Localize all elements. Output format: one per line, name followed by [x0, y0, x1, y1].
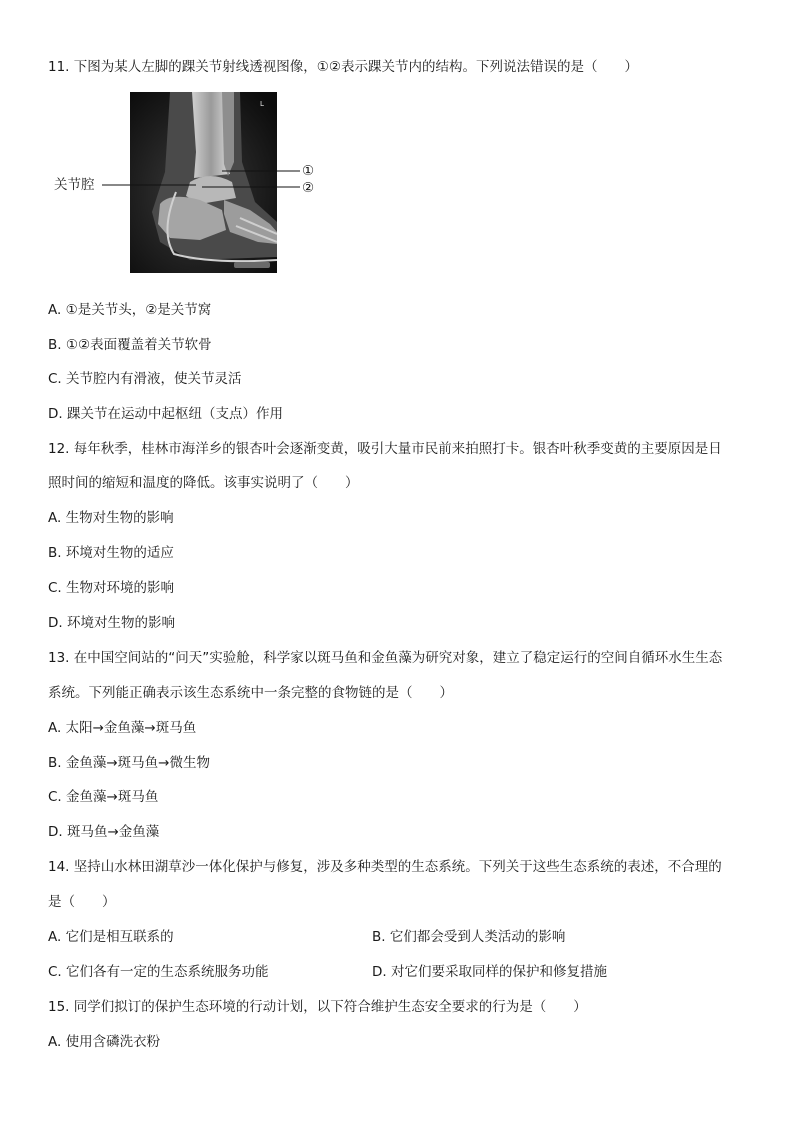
question-12-option-d[interactable]: D. 环境对生物的影响 — [48, 615, 175, 631]
question-11-option-d[interactable]: D. 踝关节在运动中起枢纽（支点）作用 — [48, 406, 283, 422]
question-13-option-b[interactable]: B. 金鱼藻→斑马鱼→微生物 — [48, 755, 210, 771]
question-11-option-a[interactable]: A. ①是关节头，②是关节窝 — [48, 302, 212, 318]
question-11-option-c[interactable]: C. 关节腔内有滑液，使关节灵活 — [48, 371, 242, 387]
joint-cavity-label: 关节腔 — [54, 177, 95, 193]
question-14-option-d[interactable]: D. 对它们要采取同样的保护和修复措施 — [372, 964, 607, 980]
question-11-stem: 11. 下图为某人左脚的踝关节射线透视图像，①②表示踝关节内的结构。下列说法错误的是（ ） — [48, 59, 638, 75]
question-14-stem-line-1: 14. 坚持山水林田湖草沙一体化保护与修复，涉及多种类型的生态系统。下列关于这些生态系统的表述，不合理的 — [48, 859, 722, 875]
question-13-option-c[interactable]: C. 金鱼藻→斑马鱼 — [48, 789, 159, 805]
question-12-stem-line-1: 12. 每年秋季，桂林市海洋乡的银杏叶会逐渐变黄，吸引大量市民前来拍照打卡。银杏叶秋季变黄的主要原因是日 — [48, 441, 722, 457]
figure-leader-lines — [0, 0, 794, 300]
question-12-option-a[interactable]: A. 生物对生物的影响 — [48, 510, 174, 526]
question-13-stem-line-2: 系统。下列能正确表示该生态系统中一条完整的食物链的是（ ） — [48, 685, 453, 701]
question-13-stem-line-1: 13. 在中国空间站的“问天”实验舱，科学家以斑马鱼和金鱼藻为研究对象，建立了稳定运行的空间自循环水生生态 — [48, 650, 723, 666]
question-12-option-c[interactable]: C. 生物对环境的影响 — [48, 580, 175, 596]
question-12-option-b[interactable]: B. 环境对生物的适应 — [48, 545, 174, 561]
question-13-option-a[interactable]: A. 太阳→金鱼藻→斑马鱼 — [48, 720, 197, 736]
question-15-option-a[interactable]: A. 使用含磷洗衣粉 — [48, 1034, 161, 1050]
question-12-stem-line-2: 照时间的缩短和温度的降低。该事实说明了（ ） — [48, 475, 359, 491]
question-13-option-d[interactable]: D. 斑马鱼→金鱼藻 — [48, 824, 160, 840]
question-14-option-c[interactable]: C. 它们各有一定的生态系统服务功能 — [48, 964, 269, 980]
question-15-stem: 15. 同学们拟订的保护生态环境的行动计划，以下符合维护生态安全要求的行为是（ ） — [48, 999, 587, 1015]
marker-1-label: ① — [302, 163, 315, 179]
marker-2-label: ② — [302, 180, 315, 196]
question-14-option-b[interactable]: B. 它们都会受到人类活动的影响 — [372, 929, 566, 945]
corner-mark: L — [260, 100, 264, 108]
question-11-option-b[interactable]: B. ①②表面覆盖着关节软骨 — [48, 337, 212, 353]
question-14-option-a[interactable]: A. 它们是相互联系的 — [48, 929, 174, 945]
question-14-stem-line-2: 是（ ） — [48, 894, 116, 910]
